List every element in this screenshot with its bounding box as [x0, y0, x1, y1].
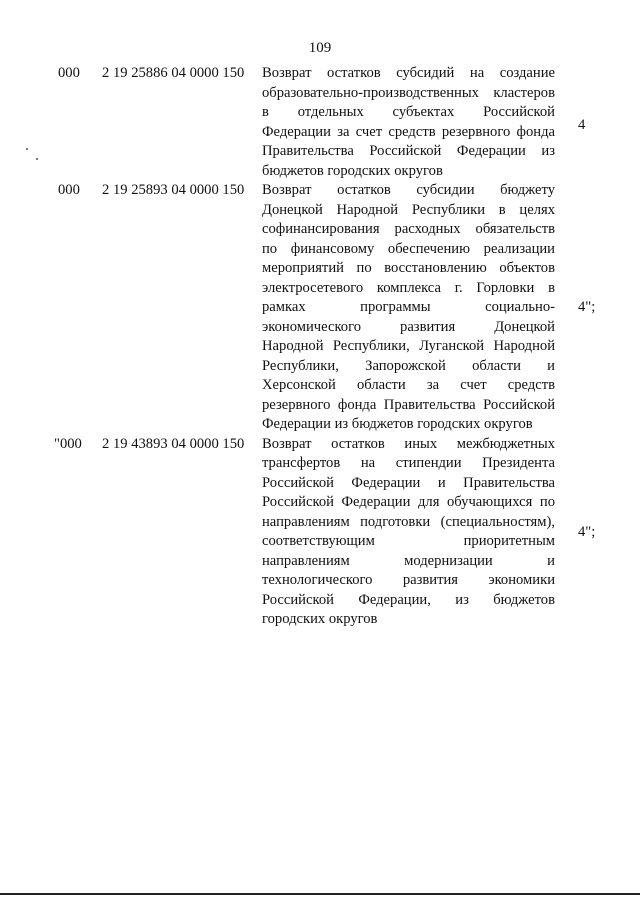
row-value: 4";	[578, 523, 596, 540]
table-row	[0, 181, 640, 435]
description-line: соответствующим приоритетным	[262, 533, 555, 549]
budget-classification-code: 2 19 25886 04 0000 150	[102, 65, 245, 81]
description-line: Российской Федерации, из бюджетов	[262, 591, 555, 608]
admin-code: "000	[54, 435, 82, 452]
admin-code: 000	[58, 182, 80, 198]
budget-classification-code: 2 19 43893 04 0000 150	[102, 435, 245, 452]
table-row	[0, 64, 640, 181]
description-line: Федерации из бюджетов городских округов	[262, 416, 533, 432]
description-line: городских округов	[262, 611, 378, 627]
scan-bottom-edge	[0, 893, 640, 895]
description-line: Возврат остатков иных межбюджетных	[262, 435, 555, 452]
description-line: по финансовому обеспечению реализации	[262, 240, 555, 257]
budget-classification-code: 2 19 25893 04 0000 150	[102, 182, 245, 198]
description-line: Народной Республики, Луганской Народной	[262, 338, 555, 354]
description-line: Российской Федерации для обучающихся по	[262, 494, 555, 510]
table-row	[0, 435, 640, 630]
description-line: резервного фонда Правительства Российской	[262, 396, 555, 413]
description-line: Донецкой Народной Республики в целях	[262, 201, 555, 218]
admin-code: 000	[58, 65, 80, 81]
scan-speck	[36, 158, 38, 160]
row-description	[262, 435, 555, 630]
description-line: экономического развития Донецкой	[262, 318, 555, 335]
budget-code-table	[0, 64, 640, 630]
description-line: направлениям подготовки (специальностям),	[262, 513, 555, 530]
description-line: бюджетов городских округов	[262, 162, 443, 179]
description-line: Возврат остатков субсидии бюджету	[262, 182, 555, 198]
scan-speck	[26, 148, 28, 150]
description-line: направлениям модернизации и	[262, 552, 555, 569]
page-number: 109	[308, 40, 332, 56]
row-value: 4	[578, 117, 586, 133]
description-line: в отдельных субъектах Российской	[262, 104, 555, 120]
description-line: образовательно-производственных кластеров	[262, 84, 555, 101]
row-description	[262, 181, 555, 435]
description-line: Возврат остатков субсидий на создание	[262, 65, 555, 81]
row-description	[262, 64, 555, 181]
description-line: электросетевого комплекса г. Горловки в	[262, 279, 555, 296]
description-line: Правительства Российской Федерации из	[262, 143, 555, 159]
description-line: Российской Федерации и Правительства	[262, 474, 555, 491]
description-line: Херсонской области за счет средств	[262, 377, 555, 393]
description-line: мероприятий по восстановлению объектов	[262, 260, 555, 276]
row-value: 4";	[578, 299, 596, 315]
description-line: технологического развития экономики	[262, 572, 555, 588]
description-line: Федерации за счет средств резервного фонда	[262, 123, 555, 140]
description-line: трансфертов на стипендии Президента	[262, 455, 555, 471]
description-line: Республики, Запорожской области и	[262, 357, 555, 374]
description-line: рамках программы социально-	[262, 299, 555, 315]
description-line: софинансирования расходных обязательств	[262, 221, 555, 237]
